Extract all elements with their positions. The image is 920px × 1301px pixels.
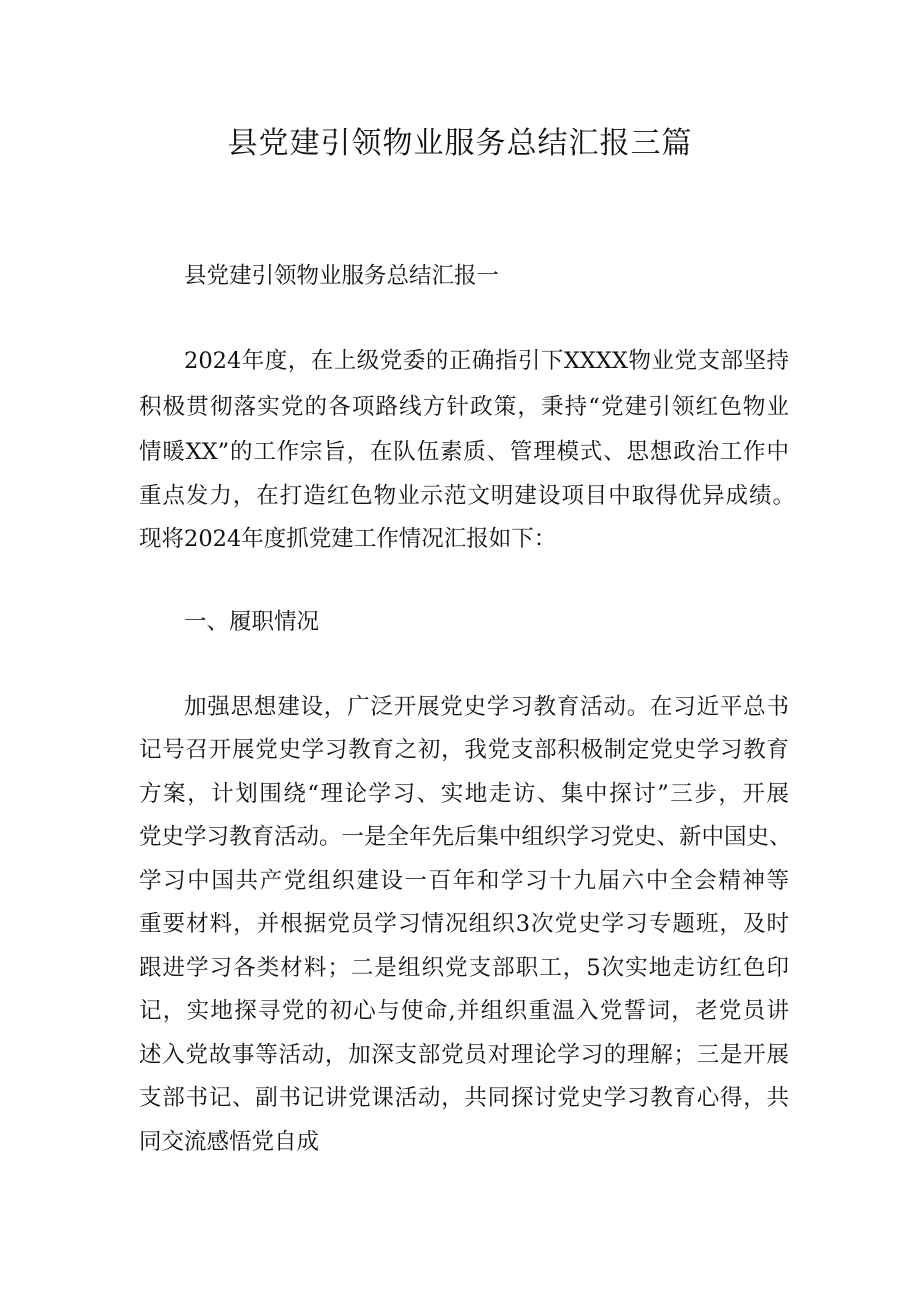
intro-line-1: 2024年度，在上级党委的正确指引下XXXX物业党支部坚持 xyxy=(184,348,789,374)
section1-line-3: 方案，计划围绕“理论学习、实地走访、集中探讨”三步，开展 xyxy=(139,781,789,807)
section1-line-4: 党史学习教育活动。一是全年先后集中组织学习党史、新中国史、 xyxy=(139,824,792,850)
section1-line-2: 记号召开展党史学习教育之初，我党支部积极制定党史学习教育 xyxy=(139,737,789,763)
section1-line-6: 重要材料，并根据党员学习情况组织3次党史学习专题班，及时 xyxy=(139,911,789,937)
section-heading-1: 一、履职情况 xyxy=(184,609,320,635)
intro-line-3: 情暖XX”的工作宗旨，在队伍素质、管理模式、思想政治工作中 xyxy=(139,439,789,465)
intro-line-2: 积极贯彻落实党的各项路线方针政策，秉持“党建引领红色物业 xyxy=(139,394,789,420)
section1-line-5: 学习中国共产党组织建设一百年和学习十九届六中全会精神等 xyxy=(139,868,789,894)
intro-line-5: 现将2024年度抓党建工作情况汇报如下： xyxy=(139,526,557,552)
section1-line-10: 支部书记、副书记讲党课活动，共同探讨党史学习教育心得，共 xyxy=(139,1085,789,1111)
intro-line-4: 重点发力，在打造红色物业示范文明建设项目中取得优异成绩。 xyxy=(139,483,795,509)
section1-line-11: 同交流感悟党自成 xyxy=(139,1129,320,1155)
section1-line-7: 跟进学习各类材料；二是组织党支部职工，5次实地走访红色印 xyxy=(139,955,789,981)
document-title: 县党建引领物业服务总结汇报三篇 xyxy=(227,126,693,161)
document-subtitle: 县党建引领物业服务总结汇报一 xyxy=(184,263,500,289)
section1-line-1: 加强思想建设，广泛开展党史学习教育活动。在习近平总书 xyxy=(184,694,789,720)
section1-line-9: 述入党故事等活动，加深支部党员对理论学习的理解；三是开展 xyxy=(139,1042,789,1068)
section1-line-8: 记，实地探寻党的初心与使命,并组织重温入党誓词，老党员讲 xyxy=(139,998,789,1024)
